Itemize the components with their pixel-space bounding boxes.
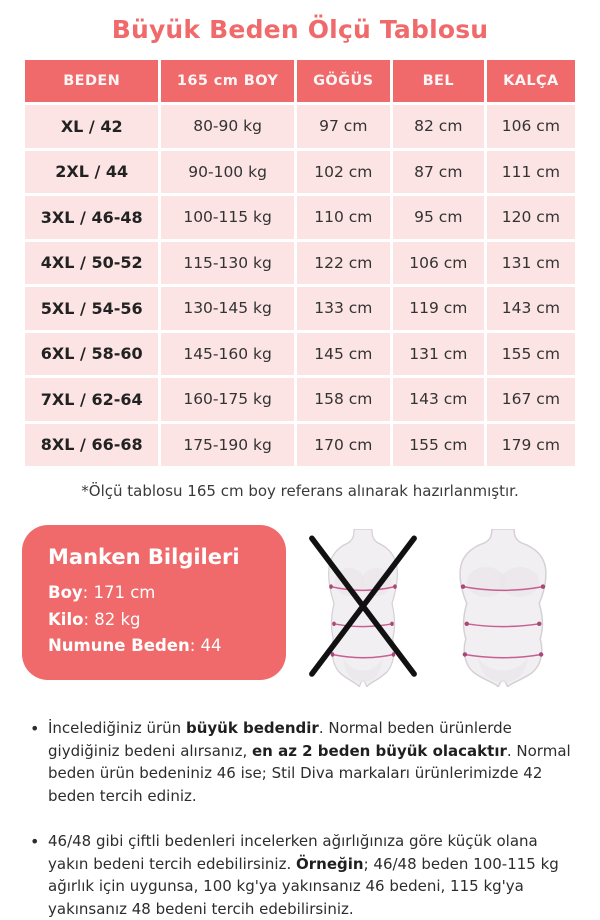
bust-cell: 145 cm bbox=[297, 333, 390, 376]
bust-cell: 170 cm bbox=[297, 424, 390, 467]
weight-cell: 130-145 kg bbox=[161, 287, 293, 330]
size-cell: 3XL / 46-48 bbox=[25, 196, 158, 239]
model-info-section bbox=[22, 525, 580, 687]
hip-cell: 143 cm bbox=[487, 287, 575, 330]
waist-cell: 143 cm bbox=[393, 378, 484, 421]
hip-cell: 120 cm bbox=[487, 196, 575, 239]
table-row bbox=[25, 196, 575, 239]
bust-cell: 133 cm bbox=[297, 287, 390, 330]
slim-body-crossed-icon bbox=[299, 529, 427, 687]
model-sample-size: Numune Beden: 44 bbox=[48, 636, 222, 656]
model-height: Boy: 171 cm bbox=[48, 583, 156, 602]
size-cell: XL / 42 bbox=[25, 105, 158, 148]
column-header-bel: BEL bbox=[393, 60, 484, 102]
hip-cell: 106 cm bbox=[487, 105, 575, 148]
table-header-row bbox=[25, 60, 575, 102]
size-table bbox=[22, 57, 578, 469]
hip-cell: 131 cm bbox=[487, 242, 575, 285]
bust-cell: 102 cm bbox=[297, 151, 390, 194]
waist-cell: 155 cm bbox=[393, 424, 484, 467]
hip-cell: 167 cm bbox=[487, 378, 575, 421]
size-cell: 5XL / 54-56 bbox=[25, 287, 158, 330]
column-header-gogus: GÖĞÜS bbox=[297, 60, 390, 102]
waist-cell: 82 cm bbox=[393, 105, 484, 148]
table-row bbox=[25, 242, 575, 285]
column-header-kalca: KALÇA bbox=[487, 60, 575, 102]
bust-cell: 122 cm bbox=[297, 242, 390, 285]
hip-cell: 179 cm bbox=[487, 424, 575, 467]
waist-cell: 106 cm bbox=[393, 242, 484, 285]
table-row bbox=[25, 105, 575, 148]
size-cell: 6XL / 58-60 bbox=[25, 333, 158, 376]
weight-cell: 80-90 kg bbox=[161, 105, 293, 148]
weight-cell: 145-160 kg bbox=[161, 333, 293, 376]
size-cell: 2XL / 44 bbox=[25, 151, 158, 194]
body-figures bbox=[286, 525, 580, 687]
waist-cell: 119 cm bbox=[393, 287, 484, 330]
weight-cell: 90-100 kg bbox=[161, 151, 293, 194]
column-header-boy: 165 cm BOY bbox=[161, 60, 293, 102]
waist-cell: 131 cm bbox=[393, 333, 484, 376]
size-cell: 4XL / 50-52 bbox=[25, 242, 158, 285]
weight-cell: 100-115 kg bbox=[161, 196, 293, 239]
note-item: • 46/48 gibi çiftli bedenleri incelerken ağırlığınıza göre küçük olana yakın bedeni tercih edebilirsiniz. Örneğin; 46/48 beden 100-115 kg ağırlık için uygunsa, 100 kg'ya yakınsanız 46 bedeni, 115 kg'ya yakınsanız 48 bedeni tercih edebilirsiniz. bbox=[30, 830, 572, 920]
hip-cell: 111 cm bbox=[487, 151, 575, 194]
model-info-box bbox=[22, 525, 286, 680]
weight-cell: 115-130 kg bbox=[161, 242, 293, 285]
model-weight: Kilo: 82 kg bbox=[48, 609, 141, 629]
table-row bbox=[25, 424, 575, 467]
note-item: • İncelediğiniz ürün büyük bedendir. Normal beden ürünlerde giydiğiniz bedeni alırsanız, en az 2 beden büyük olacaktır. Normal beden ürün bedeniniz 46 ise; Stil Diva markaları ürünlerimizde 42 beden tercih ediniz. bbox=[30, 717, 572, 807]
bust-cell: 110 cm bbox=[297, 196, 390, 239]
size-cell: 7XL / 62-64 bbox=[25, 378, 158, 421]
waist-cell: 87 cm bbox=[393, 151, 484, 194]
size-cell: 8XL / 66-68 bbox=[25, 424, 158, 467]
weight-cell: 160-175 kg bbox=[161, 378, 293, 421]
table-row bbox=[25, 378, 575, 421]
page-title: Büyük Beden Ölçü Tablosu bbox=[111, 15, 489, 44]
table-row bbox=[25, 151, 575, 194]
model-info-title: Manken Bilgileri bbox=[48, 545, 240, 569]
table-row bbox=[25, 333, 575, 376]
table-row bbox=[25, 287, 575, 330]
weight-cell: 175-190 kg bbox=[161, 424, 293, 467]
plus-size-body-icon bbox=[439, 529, 567, 687]
table-footnote: *Ölçü tablosu 165 cm boy referans alınarak hazırlanmıştır. bbox=[81, 482, 519, 500]
size-notes bbox=[30, 717, 572, 920]
hip-cell: 155 cm bbox=[487, 333, 575, 376]
bust-cell: 97 cm bbox=[297, 105, 390, 148]
bust-cell: 158 cm bbox=[297, 378, 390, 421]
column-header-beden: BEDEN bbox=[25, 60, 158, 102]
waist-cell: 95 cm bbox=[393, 196, 484, 239]
